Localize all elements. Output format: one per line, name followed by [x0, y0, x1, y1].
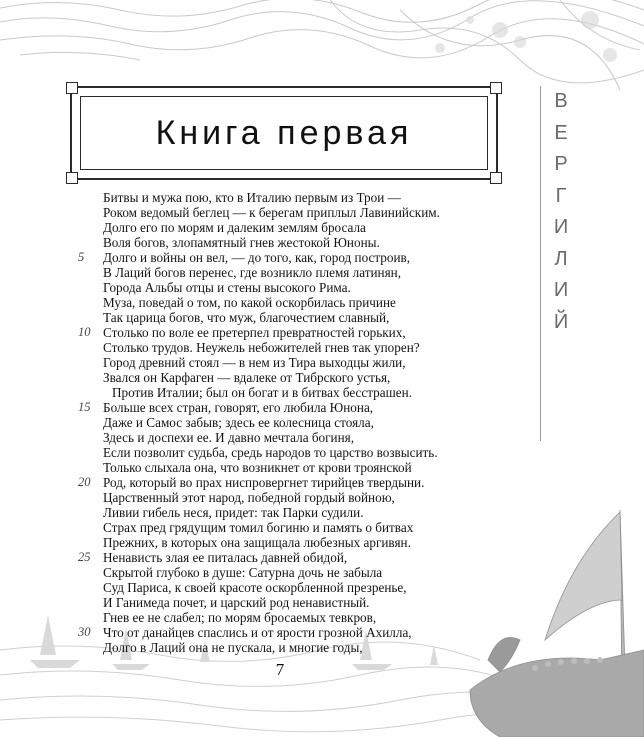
author-letter: Й — [553, 310, 569, 333]
poem-line — [0, 370, 540, 385]
frame-corner-ornament — [490, 82, 502, 94]
verse-text: Долго и войны он вел, — до того, как, город построив, — [103, 250, 411, 265]
verse-text: Так царица богов, что муж, благочестием славный, — [103, 310, 390, 325]
verse-text: И Ганимеда почет, и царский род ненавистный. — [103, 595, 370, 610]
verse-text: Долго его по морям и далеким землям бросала — [103, 220, 366, 235]
poem-line — [0, 220, 540, 235]
poem-line — [0, 475, 540, 490]
author-letter: Л — [554, 247, 568, 270]
poem-line — [0, 385, 540, 400]
verse-text: Битвы и мужа пою, кто в Италию первым из Трои — — [103, 190, 401, 205]
poem-line — [0, 430, 540, 445]
author-letter: Р — [554, 153, 568, 175]
poem-line — [0, 595, 540, 610]
poem-line — [0, 415, 540, 430]
poem-line — [0, 625, 540, 640]
poem-line — [0, 340, 540, 355]
verse-text: Что от данайцев спаслись и от ярости грозной Ахилла, — [103, 625, 412, 640]
poem-line — [0, 190, 540, 205]
line-number: 30 — [78, 625, 91, 639]
title-frame — [70, 86, 498, 180]
verse-text: Прежних, в которых она защищала любезных аргивян. — [103, 535, 411, 550]
poem-line — [0, 280, 540, 295]
title-frame-inner — [80, 96, 488, 170]
page-number: 7 — [275, 660, 285, 679]
verse-text: Воля богов, злопамятный гнев жестокой Юноны. — [103, 235, 380, 250]
poem-line — [0, 565, 540, 580]
poem-line — [0, 235, 540, 250]
verse-text: Страх пред грядущим томил богиню и память о битвах — [103, 520, 414, 535]
poem-line — [0, 205, 540, 220]
book-title: Книга первая — [155, 113, 413, 152]
poem-line — [0, 580, 540, 595]
verse-text: Ненависть злая ее питалась давней обидой, — [103, 550, 348, 565]
author-letter: В — [554, 90, 568, 112]
poem-line — [0, 640, 540, 655]
line-number: 20 — [78, 475, 91, 489]
poem-line — [0, 250, 540, 265]
frame-corner-ornament — [66, 172, 78, 184]
verse-text: Города Альбы отцы и стены высокого Рима. — [103, 280, 351, 295]
author-letter: И — [553, 216, 569, 238]
verse-text: Против Италии; был он богат и в битвах бесстрашен. — [112, 385, 412, 400]
frame-corner-ornament — [490, 172, 502, 184]
poem-line — [0, 295, 540, 310]
verse-text: Скрытой глубоко в душе: Сатурна дочь не забыла — [103, 565, 383, 580]
verse-text: Столько по воле ее претерпел превратностей горьких, — [103, 325, 406, 340]
verse-text: Здесь и доспехи ее. И давно мечтала богиня, — [103, 430, 355, 445]
verse-text: Даже и Самос забыв; здесь ее колесница стояла, — [103, 415, 374, 430]
author-letter: И — [553, 279, 569, 301]
poem-line — [0, 490, 540, 505]
verse-text: Больше всех стран, говорят, его любила Юнона, — [103, 400, 374, 415]
poem-line — [0, 445, 540, 460]
author-letter: Г — [555, 184, 567, 207]
line-number: 15 — [78, 400, 91, 414]
poem-line — [0, 505, 540, 520]
poem-line — [0, 310, 540, 325]
verse-text: Город древний стоял — в нем из Тира выходцы жили, — [103, 355, 406, 370]
poem-line — [0, 520, 540, 535]
line-number: 5 — [78, 250, 85, 264]
poem-line — [0, 610, 540, 625]
author-letter: Е — [554, 121, 568, 144]
poem-line — [0, 400, 540, 415]
verse-text: Роком ведомый беглец — к берегам приплыл Лавинийским. — [103, 205, 440, 220]
poem-line — [0, 355, 540, 370]
frame-corner-ornament — [66, 82, 78, 94]
vertical-author-name — [540, 86, 581, 441]
poem-line — [0, 535, 540, 550]
verse-text: Долго в Лаций она не пускала, и многие годы, — [103, 640, 363, 655]
verse-text: В Лаций богов перенес, где возникло племя латинян, — [103, 265, 402, 280]
verse-text: Если позволит судьба, средь народов то царство возвысить. — [103, 445, 438, 460]
verse-text: Гнев ее не слабел; по морям бросаемых тевкров, — [103, 610, 377, 625]
verse-text: Суд Париса, к своей красоте оскорбленной презренье, — [103, 580, 407, 595]
verse-text: Ливии гибель неся, придет: так Парки судили. — [103, 505, 364, 520]
verse-text: Звался он Карфаген — вдалеке от Тибрского устья, — [103, 370, 391, 385]
poem-text — [0, 190, 540, 655]
line-number: 10 — [78, 325, 91, 339]
verse-text: Столько трудов. Неужель небожителей гнев так упорен? — [103, 340, 420, 355]
verse-text: Муза, поведай о том, по какой оскорбилась причине — [103, 295, 396, 310]
line-number: 25 — [78, 550, 91, 564]
verse-text: Род, который во прах ниспровергнет тирийцев твердыни. — [103, 475, 425, 490]
poem-line — [0, 325, 540, 340]
poem-line — [0, 550, 540, 565]
verse-text: Только слыхала она, что возникнет от крови троянской — [103, 460, 412, 475]
poem-line — [0, 460, 540, 475]
verse-text: Царственный этот народ, победной гордый войною, — [103, 490, 395, 505]
poem-line — [0, 265, 540, 280]
